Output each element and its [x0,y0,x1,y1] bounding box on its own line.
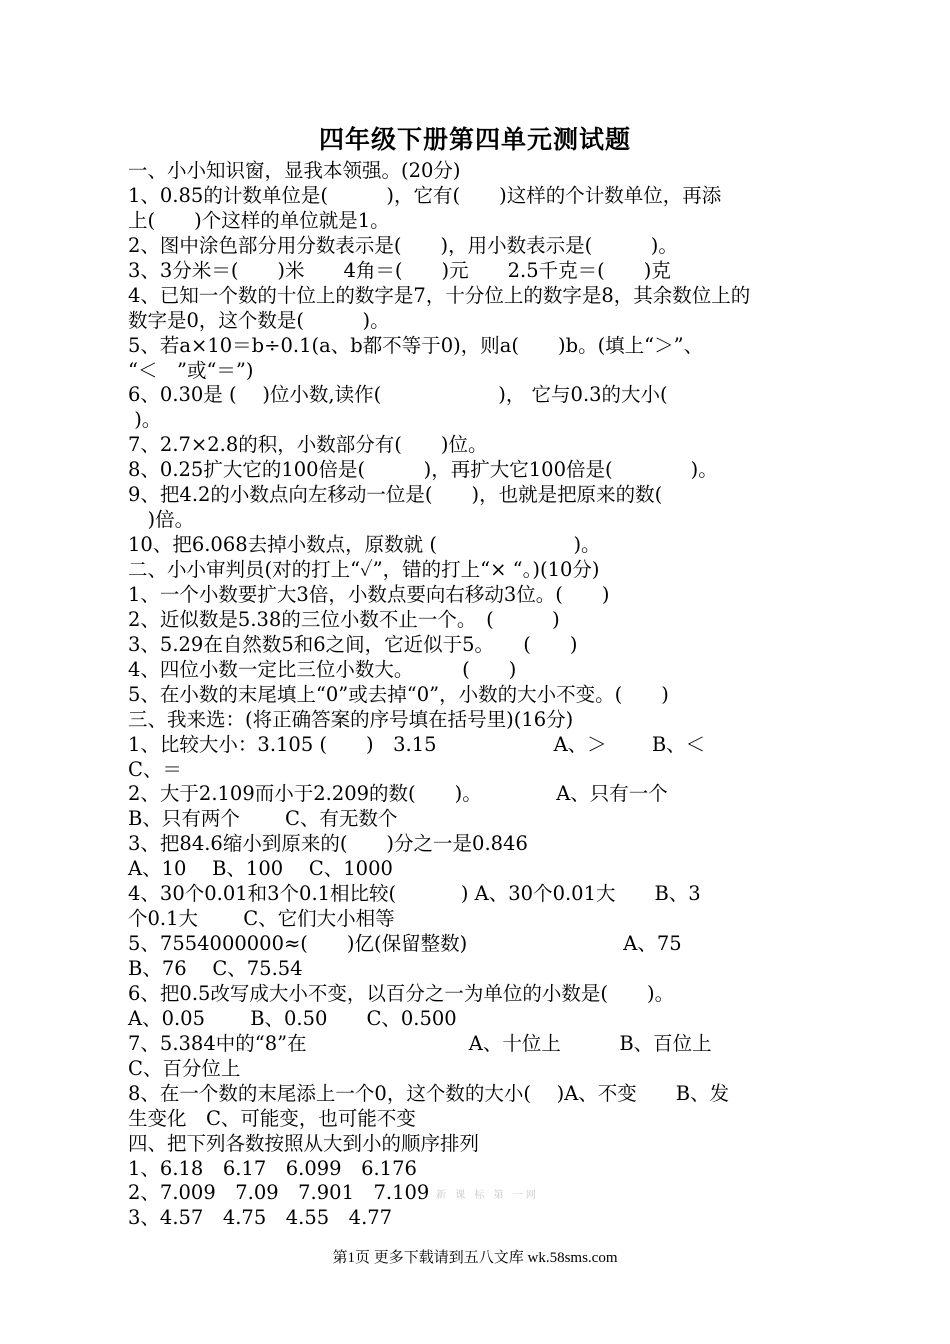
text-line: 个0.1大 C、它们大小相等 [128,907,395,931]
text-line: 二、小小审判员(对的打上“✓”，错的打上“× “。)(10分) [128,558,600,581]
text-line: 1、0.85的计数单位是( )，它有( )这样的个计数单位，再添 [128,183,722,207]
text-line: 1、6.18 6.17 6.099 6.176 [128,1156,417,1180]
text-line: 5、在小数的末尾填上“0”或去掉“0”，小数的大小不变。( ) [128,682,669,706]
text-line: 4、30个0.01和3个0.1相比较( ) A、30个0.01大 B、3 [128,882,701,906]
text-line: “＜ ”或“＝”) [128,358,254,382]
text-line: 1、一个小数要扩大3倍，小数点要向右移动3位。( ) [128,582,610,606]
text-line: C、百分位上 [128,1056,241,1080]
text-line: )倍。 [128,508,195,532]
text-line: C、＝ [128,757,182,781]
text-line: 6、把0.5改写成大小不变，以百分之一为单位的小数是( )。 [128,981,675,1005]
text-line: 1、比较大小：3.105 ( ) 3.15 A、＞ B、＜ [128,732,706,756]
text-line: 10、把6.068去掉小数点，原数就 ( )。 [128,533,601,557]
text-line: 一、小小知识窗，显我本领强。(20分) [128,159,461,182]
page-title: 四年级下册第四单元测试题 [318,125,631,154]
text-line: 3、5.29在自然数5和6之间，它近似于5。 ( ) [128,632,578,656]
text-line: B、76 C、75.54 [128,957,303,980]
text-line: 9、把4.2的小数点向左移动一位是( )，也就是把原来的数( [128,483,663,507]
text-line: 三、我来选：(将正确答案的序号填在括号里)(16分) [128,707,574,731]
text-line: 3、把84.6缩小到原来的( )分之一是0.846 [128,832,528,856]
text-line: 2、近似数是5.38的三位小数不止一个。 ( ) [128,607,560,631]
page-footer: 第1页 更多下载请到五八文库 wk.58sms.com [332,1250,618,1266]
text-line: 7、2.7×2.8的积，小数部分有( )位。 [128,433,488,457]
text-line: 2、图中涂色部分用分数表示是( )，用小数表示是( )。 [128,233,678,257]
text-line: 2、大于2.109而小于2.209的数( )。 A、只有一个 [128,782,668,806]
text-line: 3、3分米＝( )米 4角＝( )元 2.5千克＝( )克 [128,258,671,282]
text-line: 生变化 C、可能变，也可能不变 [128,1106,416,1130]
text-line: 4、四位小数一定比三位小数大。 ( ) [128,657,517,681]
text-line: )。 [128,408,162,432]
text-line: 4、已知一个数的十位上的数字是7，十分位上的数字是8，其余数位上的 [128,283,751,307]
text-line: 2、7.009 7.09 7.901 7.109 [128,1181,430,1205]
text-line: 7、5.384中的“8”在 A、十位上 B、百位上 [128,1031,712,1055]
text-line: 5、7554000000≈( )亿(保留整数) A、75 [128,932,682,956]
text-line: 数字是0，这个数是( )。 [128,308,390,332]
text-line: 8、0.25扩大它的100倍是( )，再扩大它100倍是( )。 [128,458,718,482]
text-line: 上( )个这样的单位就是1。 [128,208,390,232]
watermark-text: 新 课 标 第 一网 [436,1190,539,1201]
text-line: 5、若a×10＝b÷0.1(a、b都不等于0)，则a( )b。(填上“＞”、 [128,333,704,357]
text-line: 3、4.57 4.75 4.55 4.77 [128,1206,393,1230]
text-line: 6、0.30是 ( )位小数,读作( )， 它与0.3的大小( [128,383,668,407]
text-line: A、10 B、100 C、1000 [128,857,393,881]
text-line: 8、在一个数的末尾添上一个0，这个数的大小( )A、不变 B、发 [128,1081,730,1105]
document-body [128,159,848,1231]
text-line: B、只有两个 C、有无数个 [128,807,398,831]
text-line: 四、把下列各数按照从大到小的顺序排列 [128,1131,480,1155]
text-line: A、0.05 B、0.50 C、0.500 [128,1006,457,1030]
